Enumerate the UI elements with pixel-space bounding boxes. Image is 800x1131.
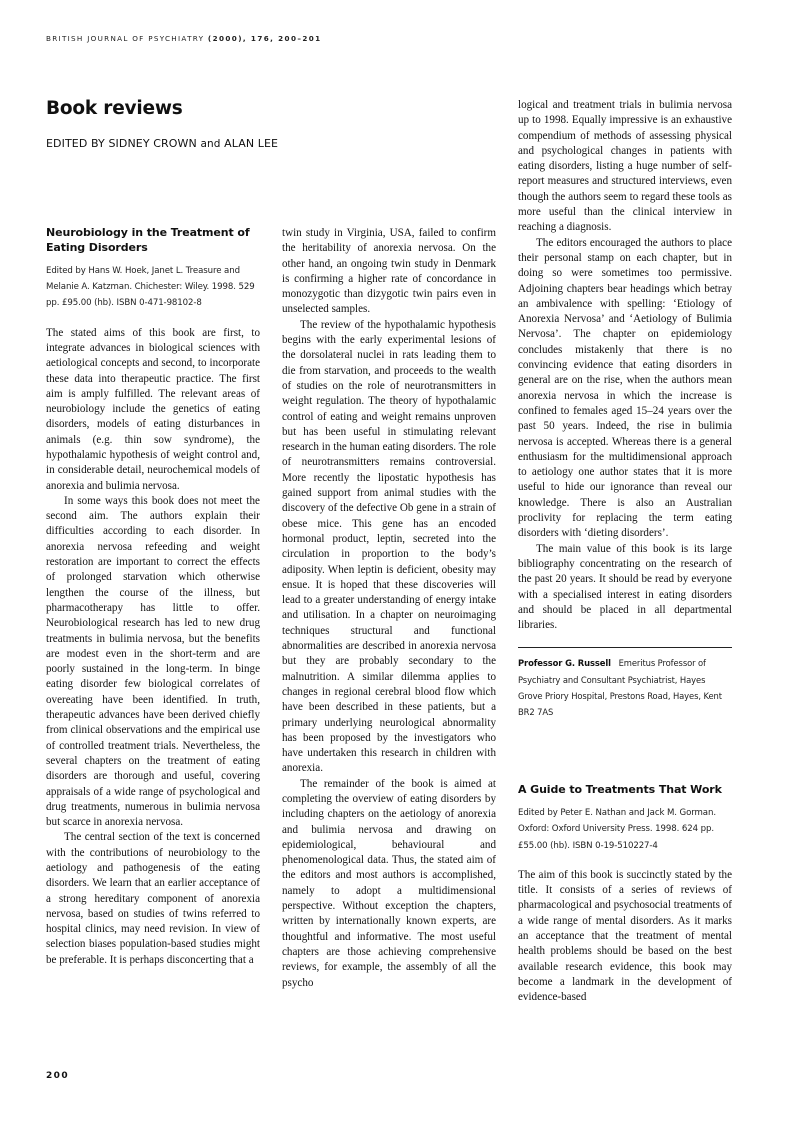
journal-name: BRITISH JOURNAL OF PSYCHIATRY xyxy=(46,34,205,43)
review-2-title: A Guide to Treatments That Work xyxy=(518,783,722,797)
column-1 xyxy=(46,225,260,968)
journal-citation: (2000), 176, 200–201 xyxy=(207,34,322,43)
reviewer-divider xyxy=(518,647,732,648)
review-1-title: Neurobiology in the Treatment of Eating Disorders xyxy=(46,226,250,254)
column-2 xyxy=(282,226,496,991)
review-1-paragraph: logical and treatment trials in bulimia nervosa up to 1998. Equally impressive is an exhaustive compendium of methods of assessing physical and psychological changes in patients with eating disorders, listing a huge number of self-report measures and structured interviews, even though the authors seem to regard these tools as more useful than the clinical interview in reaching a diagnosis. xyxy=(518,99,732,234)
review-2-paragraph: The aim of this book is succinctly stated by the title. It consists of a series of reviews of pharmacological and psychosocial treatments of a wide range of mental disorders. As it marks an acceptance that the treatment of mental health problems should be based on the best available research evidence, this book may become a landmark in the development of evidence-based xyxy=(518,868,732,1004)
editors-prefix: EDITED BY SIDNEY CROWN xyxy=(46,137,197,150)
reviewer-affiliation: Emeritus Professor of Psychiatry and Consultant Psychiatrist, Hayes Grove Priory Hospital, Prestons Road, Hayes, Kent BR2 7AS xyxy=(518,658,722,717)
section-editors xyxy=(46,137,278,150)
review-1-paragraph: The main value of this book is its large bibliography concentrating on the research of the past 20 years. It should be read by everyone with a specialised interest in eating disorders and should be placed in all departmental libraries. xyxy=(518,542,732,632)
review-2-biblio: Edited by Peter E. Nathan and Jack M. Gorman. Oxford: Oxford University Press. 1998. 624 pp. £55.00 (hb). ISBN 0-19-510227-4 xyxy=(518,808,716,851)
editors-suffix: ALAN LEE xyxy=(224,137,279,150)
review-1-paragraph: The editors encouraged the authors to place their personal stamp on each chapter, but in doing so were sometimes too permissive. Adjoining chapters bear headings which betray an ambivalence with spelling: ‘Etiology of Anorexia Nervosa’ and ‘Aetiology of Bulimia Nervosa’. The chapter on epidemiology concludes mistakenly that there is no convincing evidence that eating disorders in general are on the rise, when the authors mean anorexia nervosa in which the increase is confined to females aged 15–24 years over the past 50 years. Indeed, the rise in bulimia nervosa is accepted. Whereas there is a general enthusiasm for the multidimensional approach to aetiology one author states that it is more useful to hide our ignorance than reveal our knowledge. There is also an Australian proclivity for replacing the term eating disorders with ‘dieting disorders’. xyxy=(518,236,732,540)
page-number: 200 xyxy=(46,1071,69,1081)
section-title: Book reviews xyxy=(46,98,183,119)
review-1-paragraph: The stated aims of this book are first, to integrate advances in biological sciences with aetiological concepts and second, to incorporate these data into therapeutic practice. The first aim is amply fulfilled. The relevant areas of neurobiology include the genetics of eating disorders, models of eating disturbances in animals (e.g. thin sow syndrome), the hypothalamic hypothesis of weight control and, in considerable detail, neurochemical models of anorexia and bulimia nervosa. xyxy=(46,326,260,492)
review-1-paragraph: In some ways this book does not meet the second aim. The authors explain their difficulties according to each disorder. In anorexia nervosa refeeding and weight restoration are important to correct the effects of prolonged starvation which otherwise lengthen the course of the illness, but pharmacotherapy has little to offer. Neurobiological research has led to new drug treatments in bulimia nervosa, but the benefits are modest even in the short-term and are poorly sustained in the long-term. In binge eating disorder few biological correlates of overeating have been identified. In truth, therapeutic advances have been derived chiefly from clinical observations and the empirical use of controlled treatment trials. Nevertheless, the several chapters on the treatment of eating disorders are thorough and useful, covering appraisals of a wide range of psychological and drug treatments, numerous in bulimia nervosa but scarce in anorexia nervosa. xyxy=(46,494,260,829)
review-1-paragraph: The central section of the text is concerned with the contributions of neurobiology to the aetiology and pathogenesis of the eating disorders. We learn that an earlier acceptance of a strong hereditary component of anorexia nervosa, based on studies of twins referred to hospital clinics, may need revision. In view of selection biases population-based studies might be preferable. It is perhaps disconcerting that a xyxy=(46,831,260,966)
review-1-paragraph: The review of the hypothalamic hypothesis begins with the early experimental lesions of the dorsolateral nuclei in rats leading them to die from starvation, and proceeds to the wealth of studies on the role of neurotransmitters in weight regulation. The theory of hypothalamic control of eating and weight remains unproven but has been useful in stimulating relevant research in the human eating disorders. The role of neurotransmitters remains controversial. More recently the lipostatic hypothesis has gained support from animal studies with the discovery of the defective Ob gene in a strain of obese mice. This gene has an encoded hormonal product, leptin, secreted into the circulation in proportion to the body’s adiposity. When leptin is deficient, obesity may ensue. It is hoped that these discoveries will lead to a greater understanding of energy intake and utilisation. In a chapter on neuroimaging techniques structural and functional abnormalities are described in anorexia nervosa but they are probably secondary to the malnutrition. A similar dilemma applies to changes in regional cerebral blood flow which have been described in these patients, but a primary underlying neurological abnormality has been proposed by the investigators who have undertaken this research in children with anorexia. xyxy=(282,318,496,775)
reviewer-signature xyxy=(518,655,732,720)
review-1-biblio: Edited by Hans W. Hoek, Janet L. Treasure and Melanie A. Katzman. Chichester: Wiley. 1998. 529 pp. £95.00 (hb). ISBN 0-471-98102-8 xyxy=(46,266,255,309)
reviewer-name: Professor G. Russell xyxy=(518,658,611,669)
column-3 xyxy=(518,98,732,1005)
review-1-paragraph: twin study in Virginia, USA, failed to confirm the heritability of anorexia nervosa. On the other hand, an ongoing twin study in Denmark is confirming a higher rate of concordance in monozygotic than dizygotic twin pairs even in unselected samples. xyxy=(282,227,496,316)
running-head xyxy=(46,34,322,43)
review-1-paragraph: The remainder of the book is aimed at completing the overview of eating disorders by including chapters on the aetiology of anorexia and bulimia nervosa and drawing on epidemiological, behavioural and phenomenological data. Thus, the stated aim of the editors and most authors is accomplished, namely to adopt a multidimensional perspective. Without exception the chapters, written by internationally known experts, are thoughtful and informative. The most useful chapters are those achieving comprehensive reviews, for example, the assembly of all the psycho xyxy=(282,777,496,989)
editors-and: and xyxy=(200,138,221,150)
